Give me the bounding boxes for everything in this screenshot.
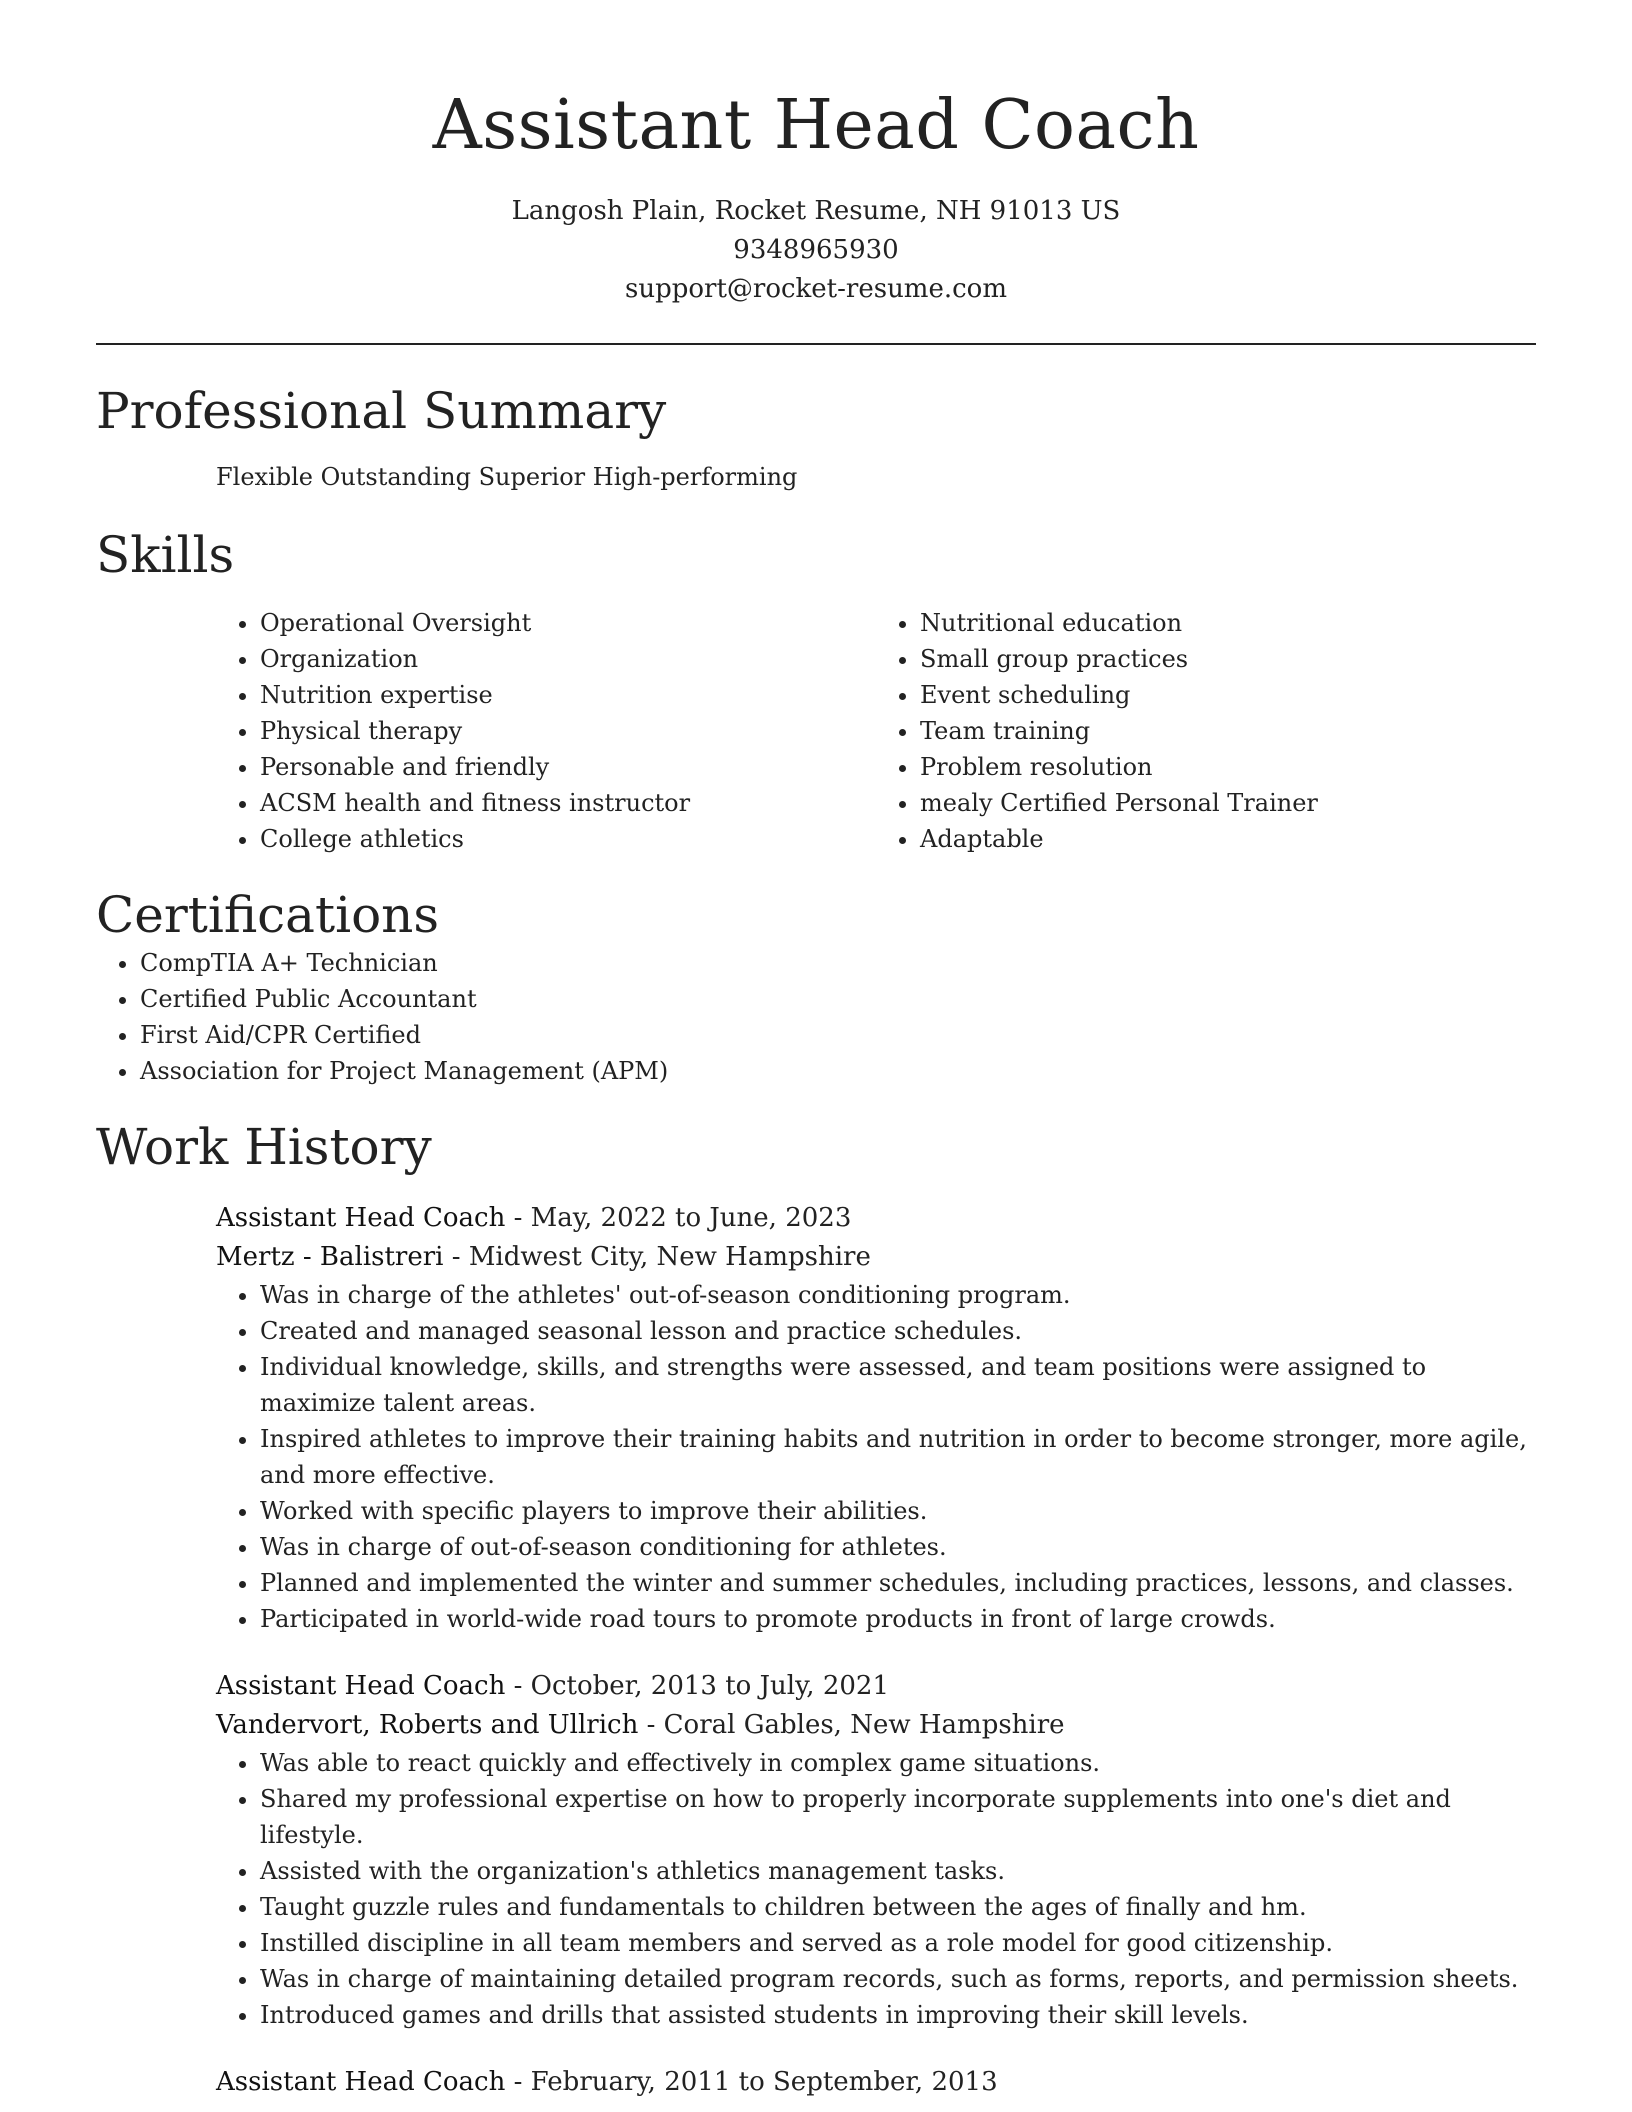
certification-item: • First Aid/CPR Certified [140,1017,1040,1053]
certifications-heading: Certifications [96,886,440,944]
certification-item: • Association for Project Management (APM) [140,1053,1040,1089]
job-bullets [216,1745,1536,2033]
job-location: - Coral Gables, New Hampshire [638,1710,1065,1740]
summary-text: Flexible Outstanding Superior High-performing [216,463,798,491]
skills-list-right [876,605,1536,857]
job-bullet: • Introduced games and drills that assisted students in improving their skill levels. [260,1997,1536,2033]
job-dates: - February, 2011 to September, 2013 [505,2067,998,2097]
job-role-line [216,2063,1536,2102]
job-bullet: • Was in charge of the athletes' out-of-season conditioning program. [260,1277,1536,1313]
job-entry [216,2063,1536,2102]
job-bullet: • Shared my professional expertise on how to properly incorporate supplements into one's diet and lifestyle. [260,1781,1536,1853]
address: Langosh Plain, Rocket Resume, NH 91013 US [511,196,1121,226]
summary-heading: Professional Summary [96,382,667,440]
job-entry [216,1199,1536,1277]
phone: 9348965930 [733,235,899,265]
skill-item: • mealy Certified Personal Trainer [920,785,1536,821]
job-bullet: • Taught guzzle rules and fundamentals to children between the ages of finally and hm. [260,1889,1536,1925]
resume-header [96,0,1536,309]
job-bullet: • Was in charge of maintaining detailed program records, such as forms, reports, and permission sheets. [260,1961,1536,1997]
skill-item: • Nutrition expertise [260,677,876,713]
job-bullet: • Individual knowledge, skills, and strengths were assessed, and team positions were assigned to maximize talent areas. [260,1349,1536,1421]
skill-item: • Problem resolution [920,749,1536,785]
certifications-list [96,945,1040,1089]
job-entry [216,1667,1536,1745]
job-role: Assistant Head Coach [216,1203,506,1233]
job-role-line [216,1667,1536,1706]
candidate-title: Assistant Head Coach [432,86,1200,165]
job-company: Vandervort, Roberts and Ullrich [216,1710,639,1740]
skill-item: • Event scheduling [920,677,1536,713]
job-company: Mertz - Balistreri [216,1242,444,1272]
job-role: Assistant Head Coach [216,1671,506,1701]
job-dates: - October, 2013 to July, 2021 [505,1671,889,1701]
job-dates: - May, 2022 to June, 2023 [505,1203,852,1233]
job-location: - Midwest City, New Hampshire [443,1242,871,1272]
skill-item: • Team training [920,713,1536,749]
skill-item: • Personable and friendly [260,749,876,785]
job-role-line [216,1199,1536,1238]
resume-page [96,0,1536,2102]
job-bullet: • Was able to react quickly and effectively in complex game situations. [260,1745,1536,1781]
email: support@rocket-resume.com [624,274,1007,304]
job-bullets [216,1277,1536,1637]
skill-item: • Organization [260,641,876,677]
work-history-heading: Work History [96,1118,432,1176]
certification-item: • Certified Public Accountant [140,981,1040,1017]
certification-item: • CompTIA A+ Technician [140,945,1040,981]
job-bullet: • Worked with specific players to improve their abilities. [260,1493,1536,1529]
job-role: Assistant Head Coach [216,2067,506,2097]
skill-item: • ACSM health and fitness instructor [260,785,876,821]
contact-info [96,192,1536,309]
job-company-line [216,1238,1536,1277]
job-bullet: • Instilled discipline in all team members and served as a role model for good citizenship. [260,1925,1536,1961]
job-bullet: • Created and managed seasonal lesson and practice schedules. [260,1313,1536,1349]
job-bullet: • Planned and implemented the winter and summer schedules, including practices, lessons, and classes. [260,1565,1536,1601]
skill-item: • College athletics [260,821,876,857]
job-bullet: • Inspired athletes to improve their training habits and nutrition in order to become stronger, more agile, and more effective. [260,1421,1536,1493]
job-company-line [216,1706,1536,1745]
skills-columns [216,605,1536,857]
header-divider [96,343,1536,345]
skill-item: • Small group practices [920,641,1536,677]
skill-item: • Adaptable [920,821,1536,857]
skills-heading: Skills [96,526,235,584]
job-bullet: • Was in charge of out-of-season conditioning for athletes. [260,1529,1536,1565]
job-bullet: • Assisted with the organization's athletics management tasks. [260,1853,1536,1889]
skill-item: • Nutritional education [920,605,1536,641]
skills-list-left [216,605,876,857]
job-bullet: • Participated in world-wide road tours to promote products in front of large crowds. [260,1601,1536,1637]
skill-item: • Operational Oversight [260,605,876,641]
skill-item: • Physical therapy [260,713,876,749]
